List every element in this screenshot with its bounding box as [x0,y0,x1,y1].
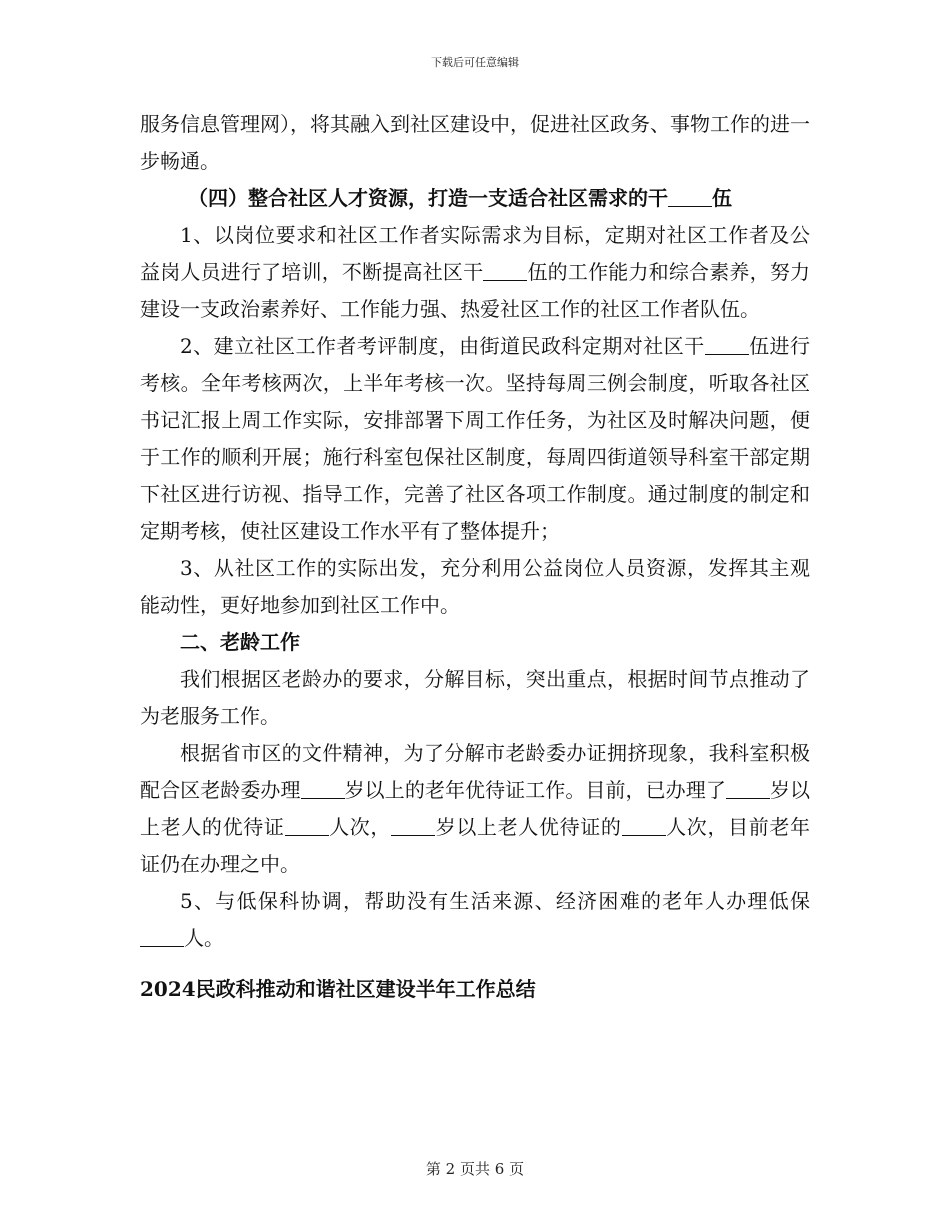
text: 岁以上的老年优待证工作。目前，已办理了 [344,778,726,802]
text: 2、建立社区工作者考评制度，由街道民政科定期对社区干 [180,334,705,358]
page-header: 下载后可任意编辑 [431,56,519,69]
text: 3、从社区工作的实际出发，充分利用公益岗位人员资源，发挥其主观能动性，更好地参加到社区工作中。 [140,556,810,617]
blank-line [668,186,712,207]
page-footer: 第 2 页共 6 页 [425,1160,525,1178]
paragraph-elderly-intro [140,661,810,735]
text: 人。 [184,926,224,950]
paragraph-item-1 [140,217,810,328]
blank-line [483,260,527,281]
text: 二、老龄工作 [180,630,300,654]
paragraph-item-2 [140,328,810,550]
blank-line [622,815,666,836]
blank-line [301,778,345,799]
text: （四）整合社区人才资源，打造一支适合社区需求的干 [188,186,668,210]
section-heading-4 [140,180,810,217]
text: 1、以岗位要求和社区工作者实际需求为目标，定期对社区工作者及公益岗人员进行了培训，不断提高社区干 [140,223,810,284]
text: 岁以上老人优待证的 [435,815,622,839]
text: 5、与低保科协调，帮助没有生活来源、经济困难的老年人办理低保 [180,889,810,913]
blank-line [726,778,770,799]
paragraph-continuation [140,106,810,180]
paragraph-item-3 [140,550,810,624]
text: 伍的工作能力和综合素养，努力建设一支政治素养好、工作能力强、热爱社区工作的社区工作者队伍。 [140,260,811,321]
blank-line [391,815,435,836]
text: 岁以上老人的优待证 [140,778,811,839]
paragraph-item-5 [140,883,810,957]
text: 人次， [328,815,392,839]
text: 根据省市区的文件精神，为了分解市老龄委办证拥挤现象，我科室积极配合区老龄委办理 [140,741,810,802]
blank-line [140,926,184,947]
text: 伍 [712,186,732,210]
text: 伍进行考核。全年考核两次，上半年考核一次。坚持每周三例会制度，听取各社区书记汇报上周工作实际，安排部署下周工作任务，为社区及时解决问题，便于工作的顺利开展；施行科室包保社区制度，每周四街道领导科室干部定期下社区进行访视、指导工作，完善了社区各项工作制度。通过制度的制定和定期考核，使社区建设工作水平有了整体提升； [140,334,810,543]
blank-line [285,815,329,836]
document-body [140,106,810,1008]
text: 我们根据区老龄办的要求，分解目标，突出重点，根据时间节点推动了为老服务工作。 [140,667,810,728]
text: 人次，目前老年证仍在办理之中。 [140,815,811,876]
document-title [140,971,810,1008]
section-heading-2 [140,624,810,661]
blank-line [705,334,749,355]
paragraph-elderly-certificates [140,735,810,883]
text: 服务信息管理网），将其融入到社区建设中，促进社区政务、事物工作的进一步畅通。 [140,112,810,173]
text: 2024民政科推动和谐社区建设半年工作总结 [140,977,536,1001]
